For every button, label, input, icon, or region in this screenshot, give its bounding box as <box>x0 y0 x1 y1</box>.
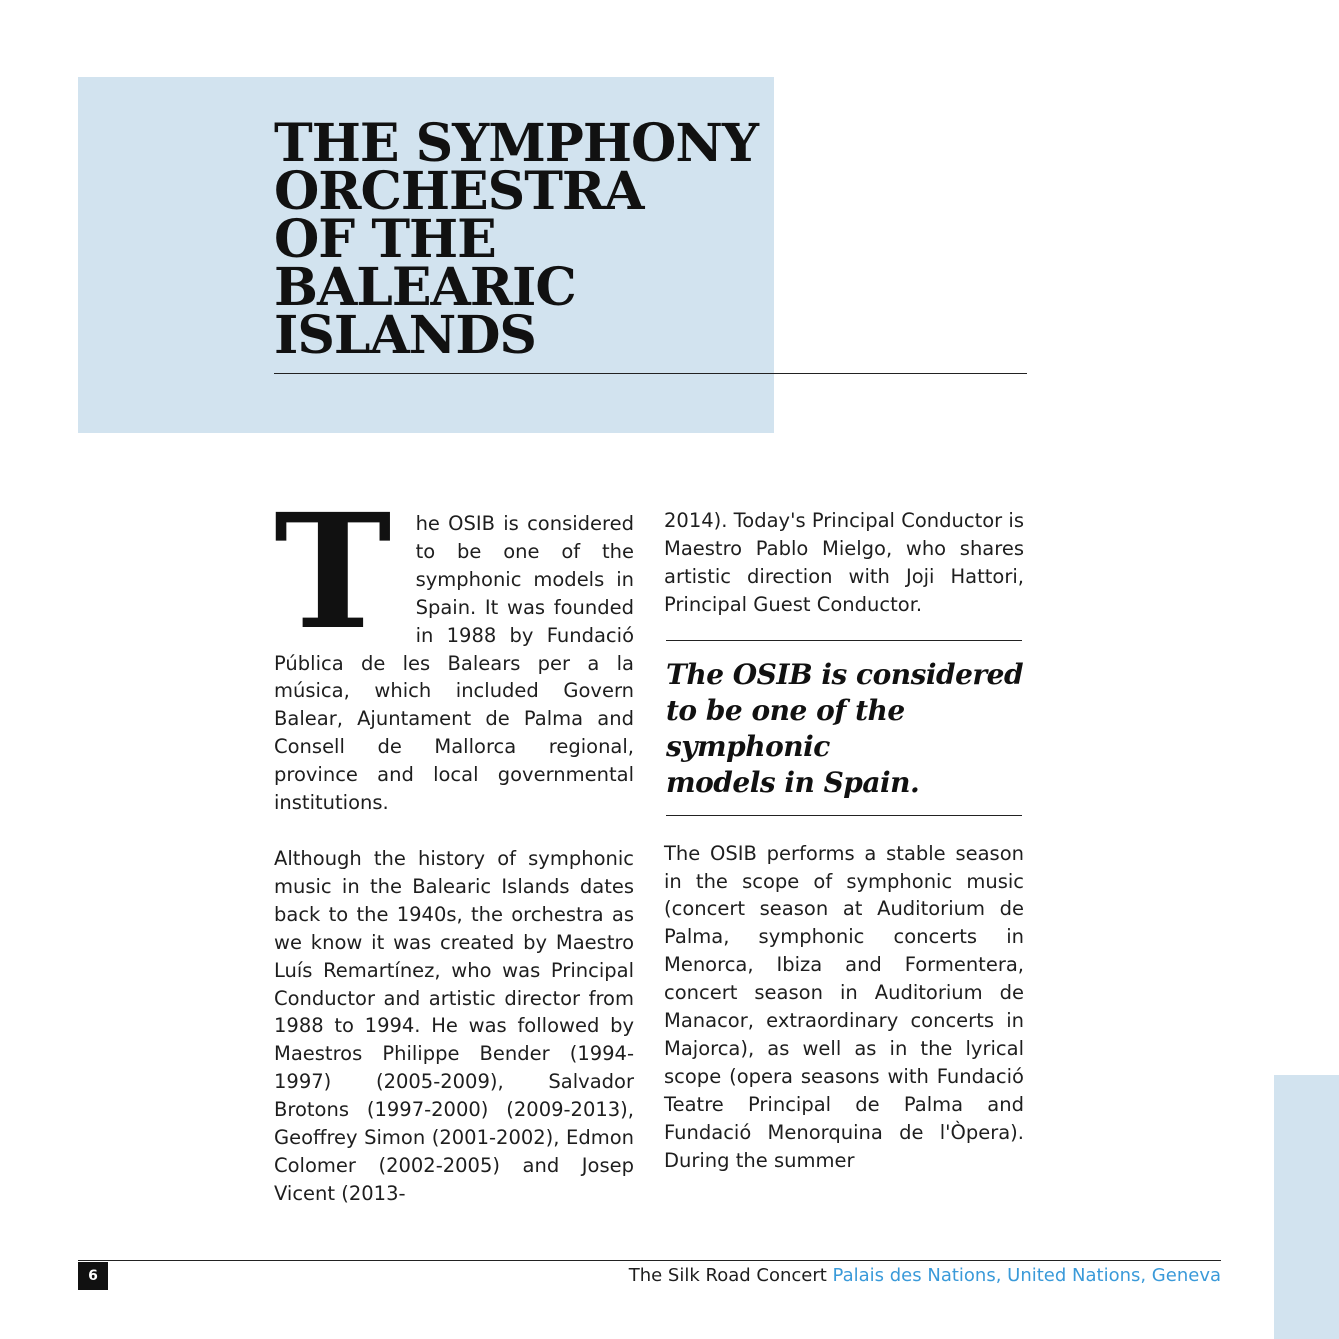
title-divider <box>274 373 1027 374</box>
article-paragraph-2: Although the history of symphonic music in the Balearic Islands dates back to the 1940s, the orchestra as we know it was created by Maestro Luís Remartínez, who was Principal Conductor and artistic director from 1988 to 1994. He was followed by Maestros Philippe Bender (1994-1997) (2005-2009), Salvador Brotons (1997-2000) (2009-2013), Geoffrey Simon (2001-2002), Edmon Colomer (2002-2005) and Josep Vicent (2013- <box>274 846 634 1205</box>
article-column-right <box>664 507 1024 1175</box>
article-paragraph-4: The OSIB performs a stable season in the scope of symphonic music (concert season at Auditorium de Palma, symphonic concerts in Menorca, Ibiza and Formentera, concert season in Auditorium de Manacor, extraordinary concerts in Majorca), as well as in the lyrical scope (opera seasons with Fundació Teatre Principal de Palma and Fundació Menorquina de l'Òpera). During the summer <box>664 841 1024 1172</box>
article-paragraph-1-text: he OSIB is considered to be one of the symphonic models in Spain. It was founded in 1988 by Fundació Pública de les Balears per a la música, which included Govern Balear, Ajuntament de Palma and Consell de Mallorca regional, province and local governmental institutions. <box>274 512 634 815</box>
footer-caption <box>629 1264 1221 1288</box>
pull-quote-line-3: symphonic <box>666 729 830 763</box>
page-number: 6 <box>78 1262 108 1290</box>
footer-divider <box>78 1260 1221 1261</box>
pull-quote-top-divider <box>666 640 1022 641</box>
article-paragraph-3: 2014). Today's Principal Conductor is Maestro Pablo Mielgo, who shares artistic direction with Joji Hattori, Principal Guest Conductor. <box>664 509 1024 616</box>
footer-venue: Palais des Nations, United Nations, Geneva <box>832 1265 1221 1286</box>
title-line-4: BALEARIC <box>274 257 576 318</box>
footer-concert-name: The Silk Road Concert <box>628 1265 827 1286</box>
drop-cap: T <box>274 480 392 665</box>
title-line-5: ISLANDS <box>274 305 536 366</box>
article-paragraph-1 <box>274 480 634 817</box>
pull-quote-line-2: to be one of the <box>666 693 905 727</box>
side-tab-decoration <box>1274 1075 1339 1339</box>
title-line-1: THE SYMPHONY <box>274 113 758 174</box>
title-line-3: OF THE <box>274 209 496 270</box>
title-line-2: ORCHESTRA <box>274 161 644 222</box>
pull-quote-line-1: The OSIB is considered <box>666 657 1024 691</box>
article-column-left <box>274 480 634 1208</box>
pull-quote-line-4: models in Spain. <box>666 765 920 799</box>
pull-quote <box>666 657 1024 801</box>
page-title <box>274 113 794 366</box>
